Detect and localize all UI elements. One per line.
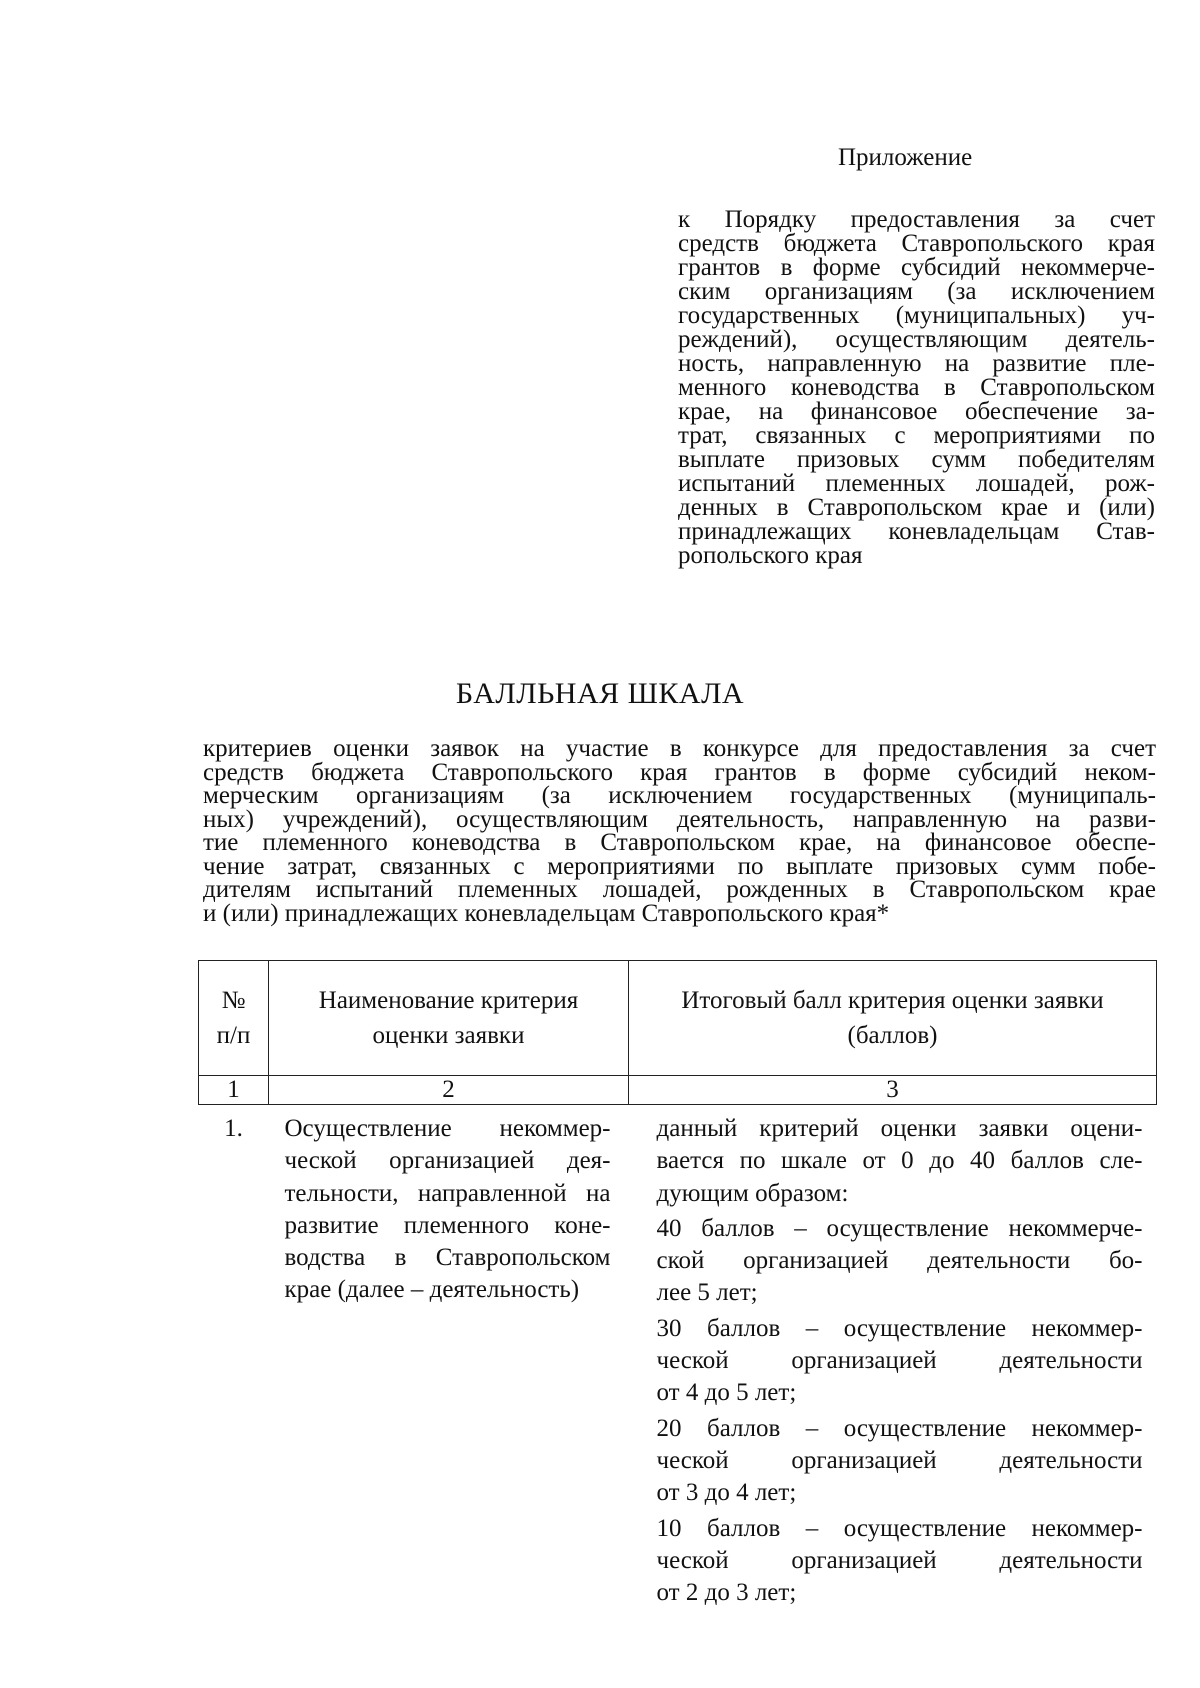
appendix-reference-line: выплате призовых сумм победителям <box>678 446 1155 473</box>
appendix-reference-line: ропольского края <box>678 542 863 569</box>
score-paragraph <box>657 1413 1143 1510</box>
column-number-row <box>199 1076 1157 1105</box>
appendix-reference-line: к Порядку предоставления за счет <box>678 206 1155 233</box>
header-num <box>199 961 269 1076</box>
header-score <box>629 961 1157 1076</box>
table-row <box>199 1105 1157 1610</box>
appendix-reference-line: ским организациям (за исключением <box>678 278 1155 305</box>
criterion-score-description <box>629 1105 1157 1610</box>
appendix-reference-line: испытаний племенных лошадей, рож- <box>678 470 1155 497</box>
appendix-reference <box>678 208 1155 568</box>
score-paragraph <box>657 1113 1143 1210</box>
document-subtitle <box>203 737 1156 925</box>
appendix-reference-line: менного коневодства в Ставропольском <box>678 374 1155 401</box>
header-score-line: Итоговый балл критерия оценки заявки <box>681 987 1104 1014</box>
subtitle-line: мерческим организациям (за исключением государственных (муниципаль- <box>203 782 1156 809</box>
header-score-line: (баллов) <box>847 1022 938 1049</box>
criterion-name-line: ческой организацией дея- <box>284 1147 611 1175</box>
subtitle-line: и (или) принадлежащих коневладельцам Ставропольского края* <box>203 899 890 927</box>
appendix-reference-line: реждений), осуществляющим деятель- <box>678 326 1155 353</box>
score-line: 20 баллов – осуществление некоммер- <box>656 1414 1143 1442</box>
subtitle-line: ных) учреждений), осуществляющим деятельность, направленную на разви- <box>203 805 1156 833</box>
subtitle-line: чение затрат, связанных с мероприятиями по выплате призовых сумм побе- <box>203 852 1156 880</box>
criterion-name-line: развитие племенного коне- <box>284 1211 611 1239</box>
appendix-reference-line: крае, на финансовое обеспечение за- <box>678 398 1155 425</box>
score-line: ческой организацией деятельности <box>656 1347 1143 1375</box>
header-num-line: № <box>221 987 246 1014</box>
score-line: от 4 до 5 лет; <box>656 1379 797 1407</box>
column-number: 3 <box>629 1076 1157 1105</box>
score-line: лее 5 лет; <box>656 1279 758 1307</box>
table-header-row <box>199 961 1157 1076</box>
header-name-line: Наименование критерия <box>318 987 579 1014</box>
score-line: от 3 до 4 лет; <box>656 1479 797 1507</box>
criterion-name-line: водства в Ставропольском <box>284 1244 611 1272</box>
score-line: дующим образом: <box>656 1179 849 1207</box>
score-line: 10 баллов – осуществление некоммер- <box>656 1514 1143 1542</box>
appendix-reference-line: средств бюджета Ставропольского края <box>678 230 1155 257</box>
criteria-table <box>198 960 1157 1609</box>
score-paragraph <box>657 1313 1143 1410</box>
score-line: вается по шкале от 0 до 40 баллов сле- <box>656 1147 1143 1175</box>
score-line: ской организацией деятельности бо- <box>656 1247 1143 1275</box>
score-line: данный критерий оценки заявки оцени- <box>656 1115 1143 1142</box>
header-name <box>269 961 629 1076</box>
appendix-title: Приложение <box>838 144 973 171</box>
column-number: 1 <box>199 1076 269 1105</box>
subtitle-line: критериев оценки заявок на участие в конкурсе для предоставления за счет <box>203 735 1156 762</box>
criterion-name-line: Осуществление некоммер- <box>284 1115 611 1142</box>
appendix-reference-line: грантов в форме субсидий некоммерче- <box>678 254 1155 281</box>
appendix-reference-line: ность, направленную на развитие пле- <box>678 350 1155 377</box>
row-number: 1. <box>199 1105 269 1610</box>
document-title: БАЛЛЬНАЯ ШКАЛА <box>455 677 745 710</box>
score-paragraph <box>657 1213 1143 1310</box>
header-name-line: оценки заявки <box>372 1022 525 1049</box>
criterion-name-line: тельности, направленной на <box>284 1179 611 1207</box>
score-line: 40 баллов – осуществление некоммерче- <box>656 1214 1143 1242</box>
header-num-line: п/п <box>216 1022 251 1049</box>
score-line: от 2 до 3 лет; <box>656 1579 797 1607</box>
criterion-name-line: крае (далее – деятельность) <box>284 1276 580 1304</box>
subtitle-line: средств бюджета Ставропольского края грантов в форме субсидий неком- <box>203 758 1156 786</box>
subtitle-line: тие племенного коневодства в Ставропольском крае, на финансовое обеспе- <box>203 829 1156 856</box>
score-line: 30 баллов – осуществление некоммер- <box>656 1314 1143 1342</box>
column-number: 2 <box>269 1076 629 1105</box>
score-line: ческой организацией деятельности <box>656 1446 1143 1474</box>
score-paragraph <box>657 1513 1143 1610</box>
appendix-reference-line: государственных (муниципальных) уч- <box>678 302 1155 329</box>
subtitle-line: дителям испытаний племенных лошадей, рожденных в Ставропольском крае <box>203 876 1156 903</box>
appendix-reference-line: денных в Ставропольском крае и (или) <box>678 494 1155 521</box>
score-line: ческой организацией деятельности <box>656 1546 1143 1574</box>
criterion-name <box>269 1105 629 1610</box>
appendix-reference-line: трат, связанных с мероприятиями по <box>678 422 1155 449</box>
appendix-reference-line: принадлежащих коневладельцам Став- <box>678 518 1155 545</box>
